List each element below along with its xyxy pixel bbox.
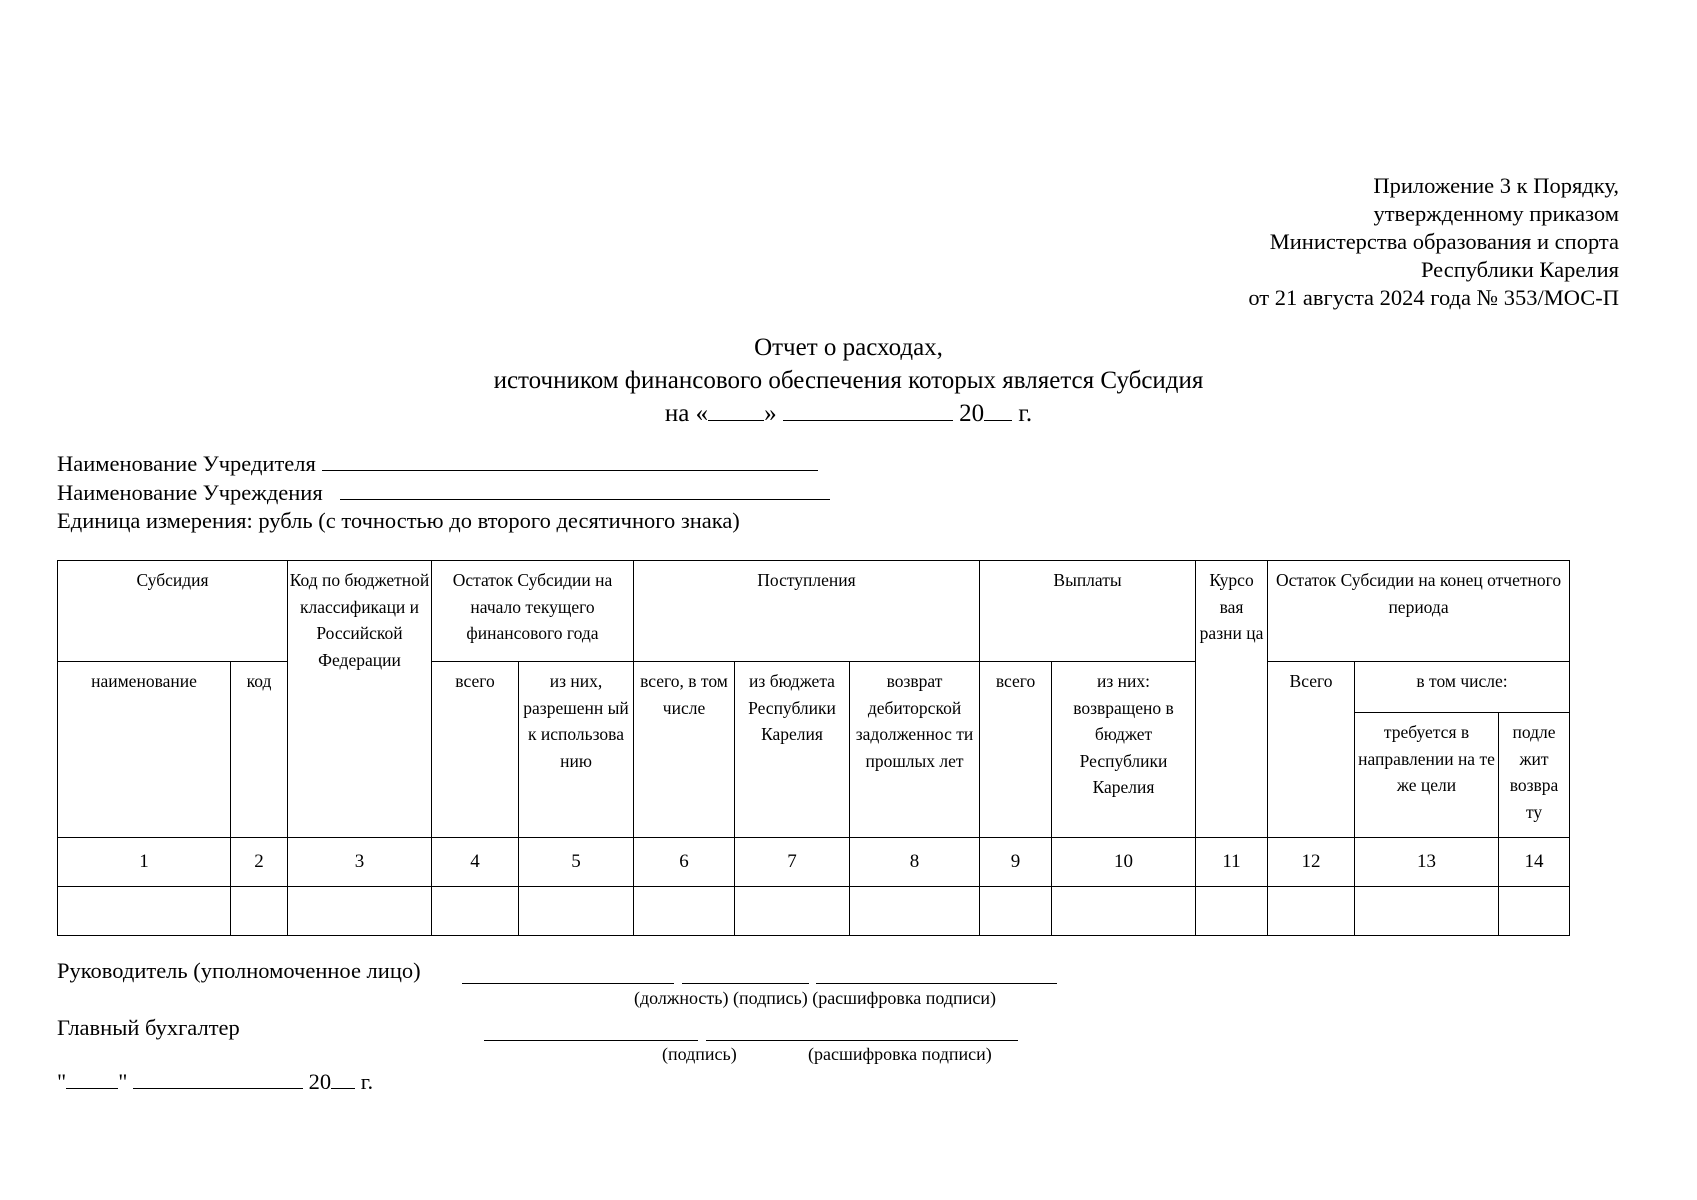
- accountant-decode-caption: (расшифровка подписи): [808, 1044, 992, 1064]
- head-caption: (должность) (подпись) (расшифровка подписи): [634, 988, 996, 1008]
- column-number: 12: [1268, 838, 1355, 887]
- table-cell[interactable]: [850, 887, 980, 936]
- report-date-line: [0, 400, 1697, 428]
- header-budget-code: Код по бюджетной классификаци и Российской Федерации: [288, 561, 432, 838]
- column-number: 3: [288, 838, 432, 887]
- table-cell[interactable]: [1499, 887, 1570, 936]
- appendix-line: Республики Карелия: [1420, 257, 1619, 282]
- column-number-row: [58, 838, 1570, 887]
- year-blank: [984, 400, 1012, 421]
- header-payments: Выплаты: [980, 561, 1196, 662]
- sig-day-blank: [66, 1068, 118, 1089]
- accountant-sign-caption: (подпись): [662, 1044, 737, 1064]
- data-row: [58, 887, 1570, 936]
- institution-label: Наименование Учреждения: [57, 480, 323, 505]
- table-cell[interactable]: [519, 887, 634, 936]
- sig-month-blank: [133, 1068, 303, 1089]
- header-end-including: в том числе:: [1355, 662, 1570, 713]
- head-signature-line[interactable]: [682, 983, 809, 984]
- head-position-line[interactable]: [462, 983, 674, 984]
- header-end-total: Всего: [1268, 662, 1355, 838]
- unit-field: Единица измерения: рубль (с точностью до второго десятичного знака): [57, 508, 740, 533]
- head-decode-line[interactable]: [816, 983, 1057, 984]
- table-cell[interactable]: [634, 887, 735, 936]
- table-cell[interactable]: [1355, 887, 1499, 936]
- sig-year-blank: [331, 1068, 355, 1089]
- column-number: 6: [634, 838, 735, 887]
- column-number: 2: [231, 838, 288, 887]
- header-start-allowed: из них, разрешенн ый к использова нию: [519, 662, 634, 838]
- institution-field: [57, 479, 830, 506]
- table-cell[interactable]: [231, 887, 288, 936]
- date-year: 20: [959, 400, 985, 427]
- report-title: Отчет о расходах,: [754, 334, 943, 361]
- header-payments-total: всего: [980, 662, 1052, 838]
- signature-date: [57, 1068, 373, 1095]
- header-exchange-diff: Курсо вая разни ца: [1196, 561, 1268, 838]
- header-balance-end: Остаток Субсидии на конец отчетного периода: [1268, 561, 1570, 662]
- founder-blank: [322, 450, 818, 471]
- month-blank: [783, 400, 953, 421]
- report-table: [57, 560, 1570, 936]
- founder-field: [57, 450, 818, 477]
- accountant-decode-line[interactable]: [706, 1040, 1018, 1041]
- header-receipts: Поступления: [634, 561, 980, 662]
- accountant-signature-line[interactable]: [484, 1040, 698, 1041]
- date-prefix: на «: [664, 400, 709, 427]
- head-label: Руководитель (уполномоченное лицо): [57, 958, 421, 983]
- accountant-label: Главный бухгалтер: [57, 1015, 240, 1040]
- appendix-line: Приложение 3 к Порядку,: [1373, 173, 1619, 198]
- column-number: 4: [432, 838, 519, 887]
- table-cell[interactable]: [1052, 887, 1196, 936]
- header-code: код: [231, 662, 288, 838]
- column-number: 8: [850, 838, 980, 887]
- table-cell[interactable]: [288, 887, 432, 936]
- header-end-required: требуется в направлении на те же цели: [1355, 713, 1499, 838]
- table-cell[interactable]: [980, 887, 1052, 936]
- date-mid: »: [764, 400, 777, 427]
- column-number: 10: [1052, 838, 1196, 887]
- column-number: 14: [1499, 838, 1570, 887]
- table-cell[interactable]: [1196, 887, 1268, 936]
- date-quote-open: ": [57, 1069, 67, 1094]
- appendix-line: утвержденному приказом: [1373, 201, 1619, 226]
- header-balance-start: Остаток Субсидии на начало текущего финансового года: [432, 561, 634, 662]
- institution-blank: [340, 479, 830, 500]
- table-cell[interactable]: [1268, 887, 1355, 936]
- column-number: 1: [58, 838, 231, 887]
- day-blank: [708, 400, 764, 421]
- header-end-return: подле жит возвра ту: [1499, 713, 1570, 838]
- appendix-block: [1248, 172, 1619, 312]
- header-receipts-budget: из бюджета Республики Карелия: [735, 662, 850, 838]
- table-cell[interactable]: [432, 887, 519, 936]
- header-name: наименование: [58, 662, 231, 838]
- header-payments-returned: из них: возвращено в бюджет Республики Карелия: [1052, 662, 1196, 838]
- header-receipts-debt: возврат дебиторской задолженнос ти прошлых лет: [850, 662, 980, 838]
- date-suffix: г.: [1018, 400, 1033, 427]
- column-number: 13: [1355, 838, 1499, 887]
- column-number: 11: [1196, 838, 1268, 887]
- appendix-line: от 21 августа 2024 года № 353/МОС-П: [1248, 285, 1619, 310]
- header-start-total: всего: [432, 662, 519, 838]
- header-subsidy: Субсидия: [58, 561, 288, 662]
- column-number: 9: [980, 838, 1052, 887]
- column-number: 7: [735, 838, 850, 887]
- report-subtitle: источником финансового обеспечения которых является Субсидия: [493, 367, 1204, 394]
- founder-label: Наименование Учредителя: [57, 451, 316, 476]
- table-cell[interactable]: [58, 887, 231, 936]
- header-receipts-total: всего, в том числе: [634, 662, 735, 838]
- sig-date-suffix: г.: [360, 1069, 374, 1094]
- table-cell[interactable]: [735, 887, 850, 936]
- appendix-line: Министерства образования и спорта: [1269, 229, 1619, 254]
- sig-date-year: 20: [308, 1069, 332, 1094]
- column-number: 5: [519, 838, 634, 887]
- date-quote-close: ": [118, 1069, 128, 1094]
